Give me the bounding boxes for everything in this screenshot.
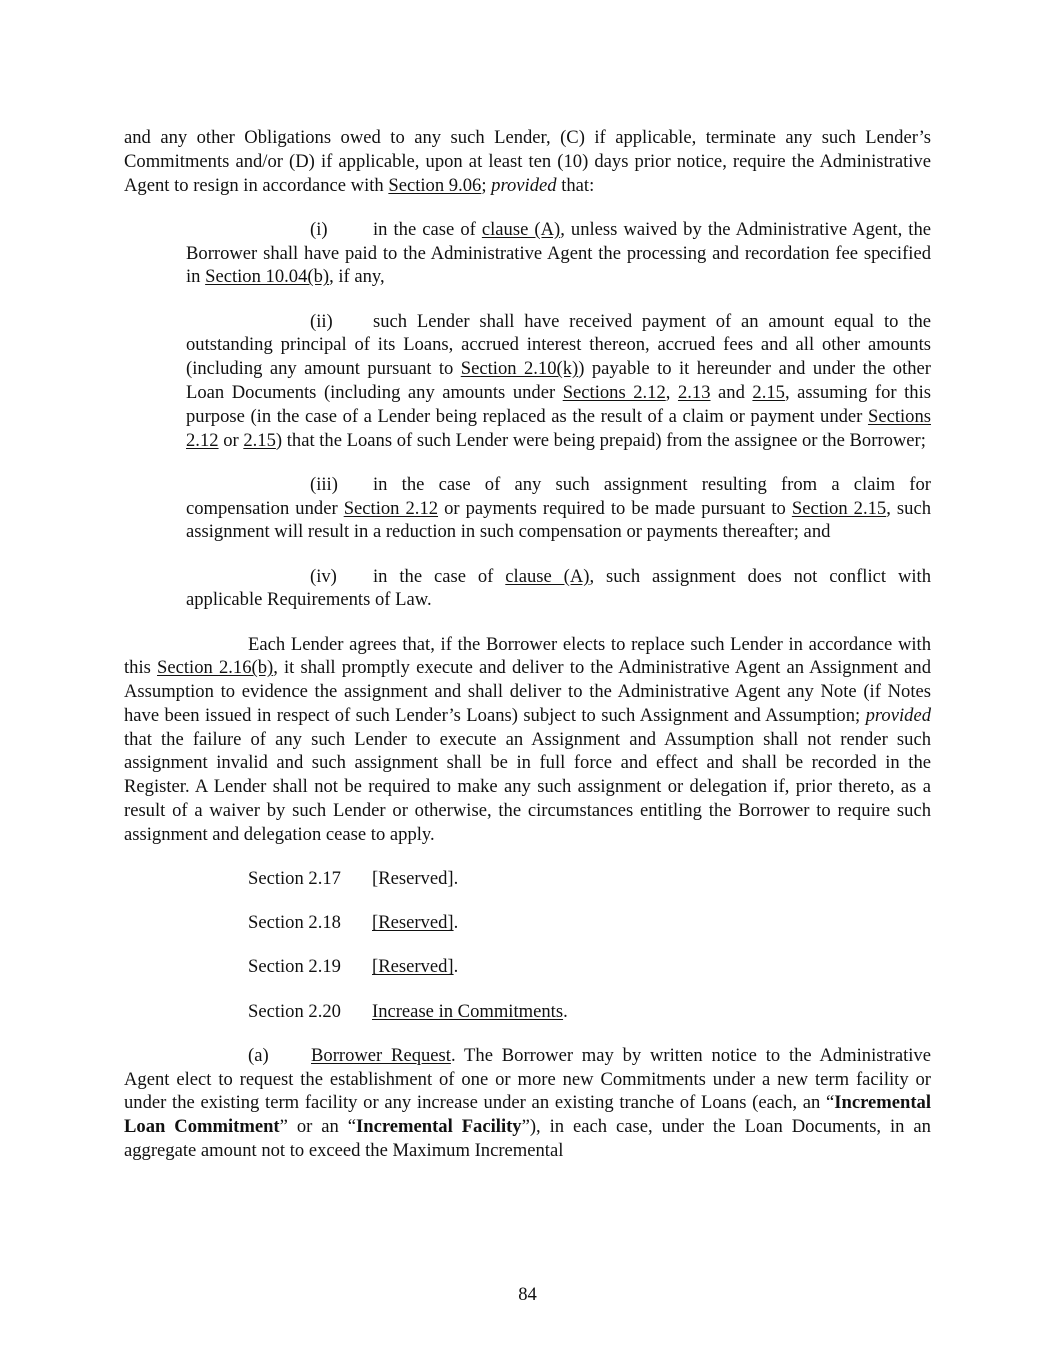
section-title: [Reserved] — [372, 868, 454, 890]
clause-iv: (iv) in the case of clause (A), such assignment does not conflict with applicable Requirements of Law. — [186, 565, 931, 611]
intro-paragraph: and any other Obligations owed to any such Lender, (C) if applicable, terminate any such Lender’s Commitments and/or (D) if applicable, upon at least ten (10) days prior notice, require the Administrative Agent to resign in accordance with Section 9.06; provided that: — [124, 127, 931, 196]
clause-ii: (ii) such Lender shall have received payment of an amount equal to the outstanding principal of its Loans, accrued interest thereon, accrued fees and all other amounts (including any amount pursuant to Section 2.10(k)) payable to it hereunder and under the other Loan Documents (including any amounts under Sections 2.12, 2.13 and 2.15, assuming for this purpose (in the case of a Lender being replaced as the result of a claim or payment under Sections 2.12 or 2.15) that the Loans of such Lender were being prepaid) from the assignee or the Borrower; — [186, 310, 931, 451]
paragraph-a-borrower-request: (a) Borrower Request. The Borrower may by written notice to the Administrative Agent elect to request the establishment of one or more new Commitments under a new term facility or under the existing term facility or any increase under an existing tranche of Loans (each, an “Incremental Loan Commitment” or an “Incremental Facility”), in each case, under the Loan Documents, in an aggregate amount not to exceed the Maximum Incremental — [124, 1044, 931, 1161]
defined-term: Incremental Facility — [356, 1116, 522, 1138]
section-ref: Section 10.04(b) — [205, 266, 330, 288]
clause-iii: (iii) in the case of any such assignment resulting from a claim for compensation under Section 2.12 or payments required to be made pursuant to Section 2.15, such assignment will result in a reduction in such compensation or payments thereafter; and — [186, 473, 931, 543]
section-ref: Section 2.16(b) — [157, 657, 274, 679]
section-title: Increase in Commitments — [372, 1000, 564, 1022]
section-number: Section 2.19 — [248, 956, 341, 978]
section-number: Section 2.20 — [248, 1000, 341, 1022]
section-ref: Section 2.12 — [343, 497, 439, 519]
clause-label: (iii) — [310, 473, 338, 495]
section-ref: 2.15 — [752, 381, 785, 403]
section-ref: Section 2.10(k) — [460, 358, 579, 380]
section-number: Section 2.17 — [248, 868, 341, 890]
clause-label: (ii) — [310, 310, 333, 332]
section-heading-2-17: Section 2.17 [Reserved]. — [248, 868, 459, 890]
clause-label: (a) — [248, 1044, 269, 1066]
section-title: [Reserved] — [372, 912, 454, 934]
section-ref: Sections 2.12 — [186, 405, 931, 451]
section-heading-2-18: Section 2.18 [Reserved]. — [248, 912, 459, 934]
page-number: 84 — [518, 1284, 537, 1305]
section-heading-2-20: Section 2.20 Increase in Commitments. — [248, 1000, 568, 1022]
page-body — [124, 126, 931, 1163]
section-title: [Reserved] — [372, 956, 454, 978]
section-ref: Section 2.15 — [791, 497, 887, 519]
clause-ref: clause (A) — [481, 218, 561, 240]
section-ref: 2.13 — [677, 381, 711, 403]
clause-i: (i) in the case of clause (A), unless waived by the Administrative Agent, the Borrower shall have paid to the Administrative Agent the processing and recordation fee specified in Section 10.04(b), if any, — [186, 218, 931, 288]
defined-term: Incremental Loan Commitment — [124, 1092, 931, 1138]
clause-ref: clause (A) — [505, 565, 590, 587]
section-ref: Section 9.06 — [388, 174, 482, 196]
paragraph-heading: Borrower Request — [311, 1044, 451, 1066]
each-lender-paragraph: Each Lender agrees that, if the Borrower elects to replace such Lender in accordance with this Section 2.16(b), it shall promptly execute and deliver to the Administrative Agent an Assignment and Assumption to evidence the assignment and shall deliver to the Administrative Agent any Note (if Notes have been issued in respect of such Lender’s Loans) subject to such Assignment and Assumption; provided that the failure of any such Lender to execute an Assignment and Assumption shall not render such assignment invalid and such assignment shall be in full force and effect and shall be recorded in the Register. A Lender shall not be required to make any such assignment or delegation if, prior thereto, as a result of a waiver by such Lender or otherwise, the circumstances entitling the Borrower to require such assignment and delegation cease to apply. — [124, 633, 932, 845]
clause-label: (i) — [310, 218, 328, 240]
section-ref: Sections 2.12 — [562, 381, 666, 403]
clause-label: (iv) — [310, 565, 337, 587]
section-ref: 2.15 — [243, 429, 276, 451]
section-heading-2-19: Section 2.19 [Reserved]. — [248, 956, 459, 978]
section-number: Section 2.18 — [248, 912, 341, 934]
